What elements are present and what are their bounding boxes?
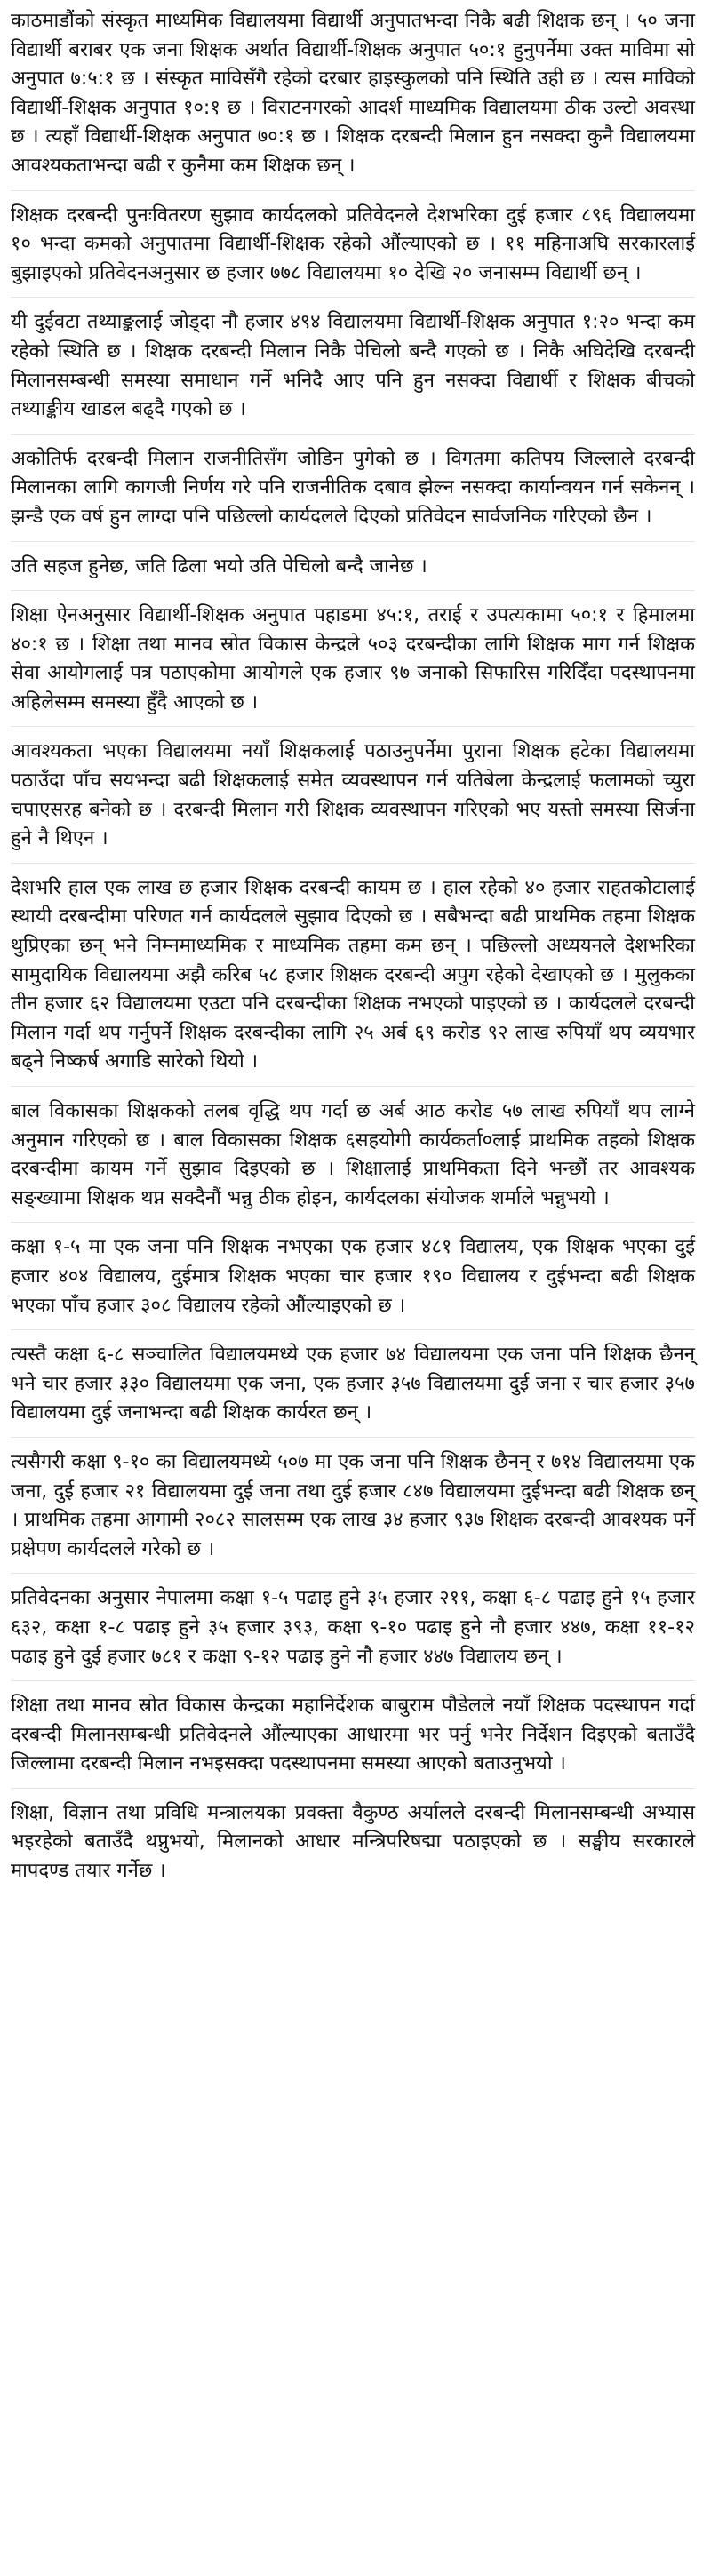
article-paragraph: त्यस्तै कक्षा ६-८ सञ्चालित विद्यालयमध्ये एक हजार ७४ विद्यालयमा एक जना पनि शिक्षक छैनन् भने चार हजार ३३० विद्यालयमा एक जना, एक हजार ३५७ विद्यालयमा दुई जना र चार हजार ३५७ विद्यालयमा दुई जनाभन्दा बढी शिक्षक कार्यरत छन् । bbox=[11, 1341, 695, 1438]
article-paragraph: आवश्यकता भएका विद्यालयमा नयाँ शिक्षकलाई पठाउनुपर्नेमा पुराना शिक्षक हटेका विद्यालयमा पठाउँदा पाँच सयभन्दा बढी शिक्षकलाई समेत व्यवस्थापन गर्न यतिबेला केन्द्रलाई फलामको च्युरा चपाएसरह बनेको छ । दरबन्दी मिलान गरी शिक्षक व्यवस्थापन गरिएको भए यस्तो समस्या सिर्जना हुने नै थिएन । bbox=[11, 738, 695, 863]
article-paragraph: बाल विकासका शिक्षकको तलब वृद्धि थप गर्दा छ अर्ब आठ करोड ५७ लाख रुपियाँ थप लाग्ने अनुमान गरिएको छ । बाल विकासका शिक्षक ६सहयोगी कार्यकर्ता०लाई प्राथमिक तहको शिक्षक दरबन्दीमा कायम गर्ने सुझाव दिइएको छ । शिक्षालाई प्राथमिकता दिने भन्छौं तर आवश्यक सङ्ख्यामा शिक्षक थप्न सक्दैनौं भन्नु ठीक होइन, कार्यदलका संयोजक शर्माले भन्नुभयो । bbox=[11, 1097, 695, 1223]
article-paragraph: शिक्षा तथा मानव स्रोत विकास केन्द्रका महानिर्देशक बाबुराम पौडेलले नयाँ शिक्षक पदस्थापन गर्दा दरबन्दी मिलानसम्बन्धी प्रतिवेदनले औंल्याएका आधारमा भर पर्नु भनेर निर्देशन दिइएको बताउँदै जिल्लामा दरबन्दी मिलान नभइसक्दा पदस्थापनमा समस्या आएको बताउनुभयो । bbox=[11, 1692, 695, 1789]
article-paragraph: काठमाडौंको संस्कृत माध्यमिक विद्यालयमा विद्यार्थी अनुपातभन्दा निकै बढी शिक्षक छन् । ५० जना विद्यार्थी बराबर एक जना शिक्षक अर्थात विद्यार्थी-शिक्षक अनुपात ५०:१ हुनुपर्नेमा उक्त माविमा सो अनुपात ७:५:१ छ । संस्कृत माविसँगै रहेको दरबार हाइस्कुलको पनि स्थिति उही छ । त्यस माविको विद्यार्थी-शिक्षक अनुपात १०:१ छ । विराटनगरको आदर्श माध्यमिक विद्यालयमा ठीक उल्टो अवस्था छ । त्यहाँ विद्यार्थी-शिक्षक अनुपात ७०:१ छ । शिक्षक दरबन्दी मिलान हुन नसक्दा कुनै विद्यालयमा आवश्यकताभन्दा बढी र कुनैमा कम शिक्षक छन् । bbox=[11, 7, 695, 191]
article-paragraph: शिक्षा, विज्ञान तथा प्रविधि मन्त्रालयका प्रवक्ता वैकुण्ठ अर्यालले दरबन्दी मिलानसम्बन्धी अभ्यास भइरहेको बताउँदै थप्नुभयो, मिलानको आधार मन्त्रिपरिषद्मा पठाइएको छ । सङ्घीय सरकारले मापदण्ड तयार गर्नेछ । bbox=[11, 1801, 695, 1883]
article-paragraph: शिक्षा ऐनअनुसार विद्यार्थी-शिक्षक अनुपात पहाडमा ४५:१, तराई र उपत्यकामा ५०:१ र हिमालमा ४०:१ छ । शिक्षा तथा मानव स्रोत विकास केन्द्रले ५०३ दरबन्दीका लागि शिक्षक माग गर्न शिक्षक सेवा आयोगलाई पत्र पठाएकोमा आयोगले एक हजार ९७ जनाको सिफारिस गरिदिँदा पदस्थापनमा अहिलेसम्म समस्या हुँदै आएको छ । bbox=[11, 602, 695, 727]
article-paragraph: अकोतिर्फ दरबन्दी मिलान राजनीतिसँग जोडिन पुगेको छ । विगतमा कतिपय जिल्लाले दरबन्दी मिलानका लागि कागजी निर्णय गरे पनि राजनीतिक दबाव झेल्न नसक्दा कार्यान्वयन गर्न सकेनन् । झन्डै एक वर्ष हुन लाग्दा पनि पछिल्लो कार्यदलले दिएको प्रतिवेदन सार्वजनिक गरिएको छैन । bbox=[11, 445, 695, 542]
article-paragraph: उति सहज हुनेछ, जति ढिला भयो उति पेचिलो बन्दै जानेछ । bbox=[11, 553, 695, 592]
article-paragraph: देशभरि हाल एक लाख छ हजार शिक्षक दरबन्दी कायम छ । हाल रहेको ४० हजार राहतकोटालाई स्थायी दरबन्दीमा परिणत गर्न कार्यदलले सुझाव दिएको छ । सबैभन्दा बढी प्राथमिक तहमा शिक्षक थुप्रिएका छन् भने निम्नमाध्यमिक र माध्यमिक तहमा कम छन् । पछिल्लो अध्ययनले देशभरिका सामुदायिक विद्यालयमा अझै करिब ५८ हजार शिक्षक दरबन्दी अपुग रहेको देखाएको छ । मुलुकका तीन हजार ६२ विद्यालयमा एउटा पनि दरबन्दीका शिक्षक नभएको पाइएको छ । कार्यदलले दरबन्दी मिलान गर्दा थप गर्नुपर्ने शिक्षक दरबन्दीका लागि २५ अर्ब ६९ करोड ९२ लाख रुपियाँ थप व्ययभार बढ्ने निष्कर्ष अगाडि सारेको थियो । bbox=[11, 874, 695, 1087]
article-paragraph: यी दुईवटा तथ्याङ्कलाई जोड्दा नौ हजार ४९४ विद्यालयमा विद्यार्थी-शिक्षक अनुपात १:२० भन्दा कम रहेको स्थिति छ । शिक्षक दरबन्दी मिलान निकै पेचिलो बन्दै गएको छ । निकै अघिदेखि दरबन्दी मिलानसम्बन्धी समस्या समाधान गर्ने भनिदै आए पनि हुन नसक्दा विद्यार्थी र शिक्षक बीचको तथ्याङ्कीय खाडल बढ्दै गएको छ । bbox=[11, 308, 695, 434]
article-paragraph: शिक्षक दरबन्दी पुनःवितरण सुझाव कार्यदलको प्रतिवेदनले देशभरिका दुई हजार ८९६ विद्यालयमा १० भन्दा कमको अनुपातमा विद्यार्थी-शिक्षक रहेको औंल्याएको छ । ११ महिनाअघि सरकारलाई बुझाइएको प्रतिवेदनअनुसार छ हजार ७७८ विद्यालयमा १० देखि २० जनासम्म विद्यार्थी छन् । bbox=[11, 202, 695, 299]
article-paragraph: त्यसैगरी कक्षा ९-१० का विद्यालयमध्ये ५०७ मा एक जना पनि शिक्षक छैनन् र ७१४ विद्यालयमा एक जना, दुई हजार २१ विद्यालयमा दुई जना तथा दुई हजार ८४७ विद्यालयमा दुईभन्दा बढी शिक्षक छन् । प्राथमिक तहमा आगामी २०८२ सालसम्म एक लाख ३४ हजार ९३७ शिक्षक दरबन्दी आवश्यक पर्ने प्रक्षेपण कार्यदलले गरेको छ । bbox=[11, 1448, 695, 1574]
article-paragraph: कक्षा १-५ मा एक जना पनि शिक्षक नभएका एक हजार ४८१ विद्यालय, एक शिक्षक भएका दुई हजार ४०४ विद्यालय, दुईमात्र शिक्षक भएका चार हजार १९० विद्यालय र दुईभन्दा बढी शिक्षक भएका पाँच हजार ३०८ विद्यालय रहेको औंल्याइएको छ । bbox=[11, 1233, 695, 1330]
article-paragraph: प्रतिवेदनका अनुसार नेपालमा कक्षा १-५ पढाइ हुने ३५ हजार २११, कक्षा ६-८ पढाइ हुने १५ हजार ६३२, कक्षा १-८ पढाइ हुने ३५ हजार ३९३, कक्षा ९-१० पढाइ हुने नौ हजार ४४७, कक्षा ११-१२ पढाइ हुने दुई हजार ७८१ र कक्षा ९-१२ पढाइ हुने नौ हजार ४४७ विद्यालय छन् । bbox=[11, 1584, 695, 1681]
